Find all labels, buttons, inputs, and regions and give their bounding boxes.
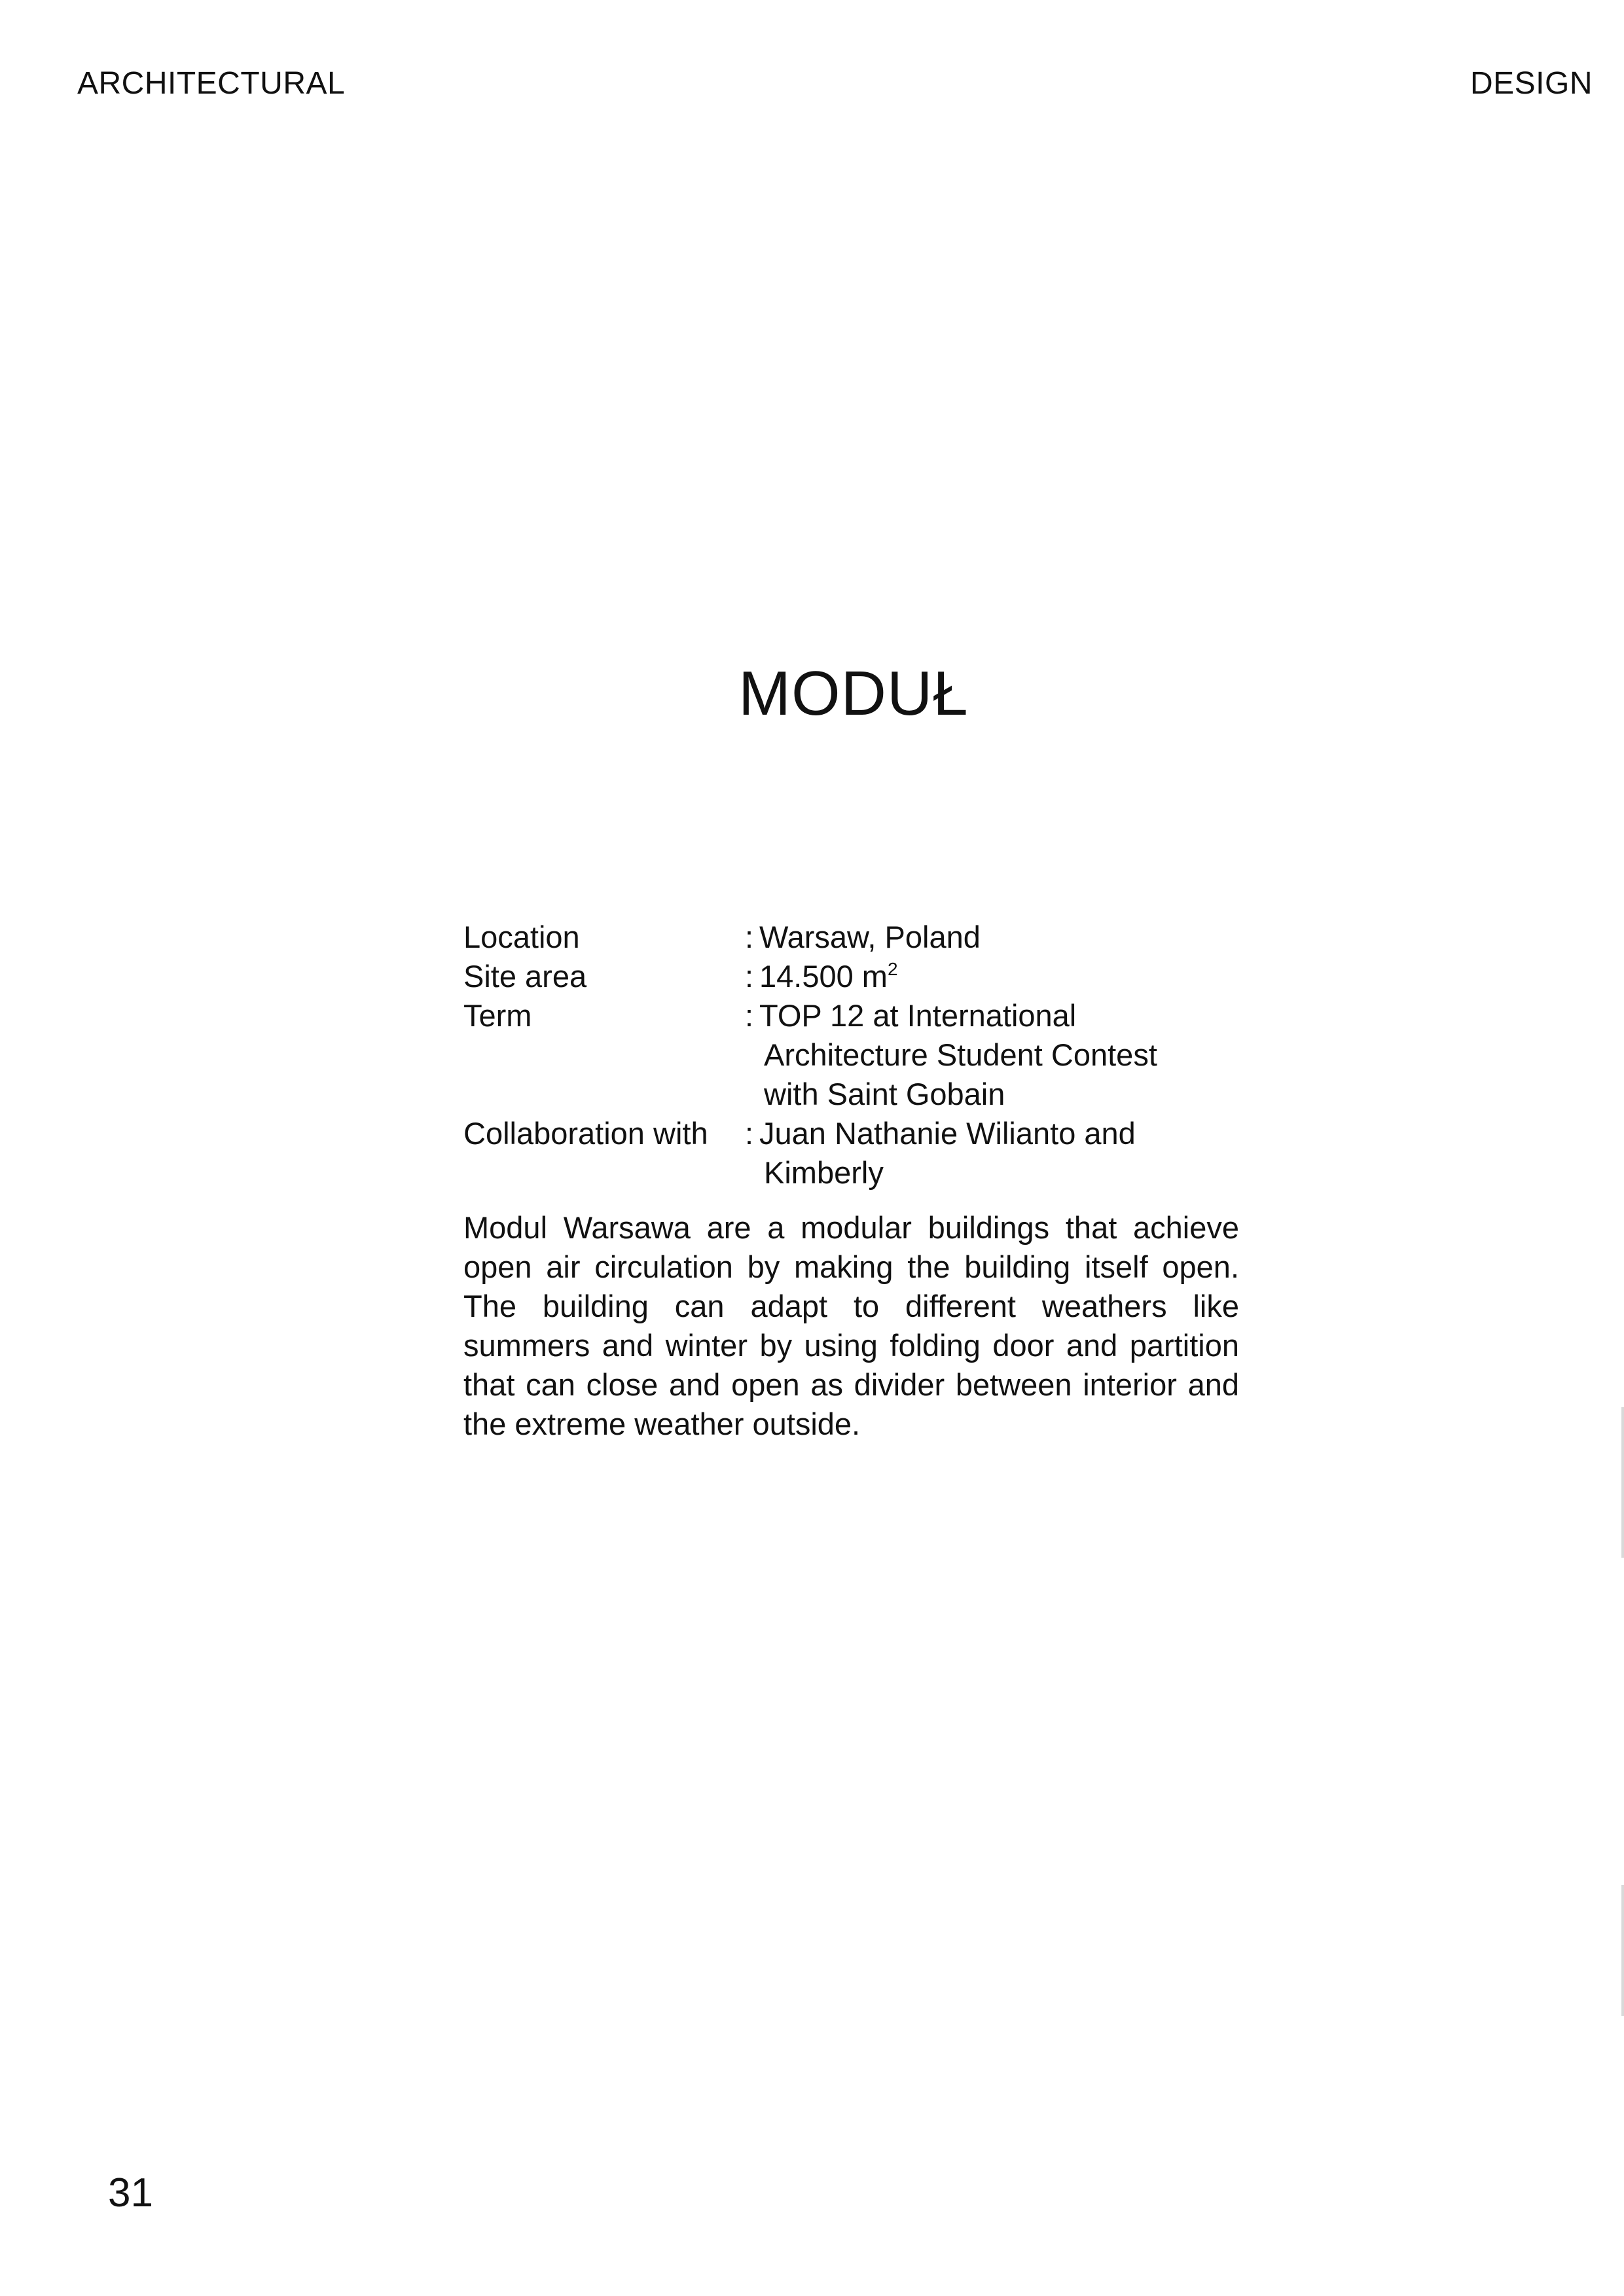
site-area-value-wrap (759, 957, 1239, 996)
colon: : (745, 998, 754, 1033)
site-area-exponent: 2 (887, 959, 898, 979)
colon: : (745, 1116, 754, 1151)
project-info-table (463, 918, 1239, 1193)
collaboration-value (759, 1114, 1239, 1193)
term-line: with Saint Gobain (764, 1077, 1005, 1111)
site-area-label: Site area (463, 959, 587, 994)
term-value (759, 996, 1239, 1114)
term-line: Architecture Student Contest (764, 1037, 1157, 1072)
term-label: Term (463, 998, 532, 1033)
header-right-label: DESIGN (1470, 66, 1593, 101)
info-row-location (463, 918, 1239, 957)
term-line: TOP 12 at International (759, 998, 1077, 1033)
location-value: Warsaw, Poland (759, 920, 981, 954)
collaboration-line: Juan Nathanie Wilianto and (759, 1116, 1136, 1151)
colon: : (745, 959, 754, 994)
colon: : (745, 920, 754, 954)
info-row-term (463, 996, 1239, 1114)
page-number: 31 (108, 2170, 153, 2215)
info-row-collaboration (463, 1114, 1239, 1193)
info-row-site-area (463, 957, 1239, 996)
project-title: MODUŁ (738, 658, 969, 728)
page-edge-mark (1621, 1885, 1624, 2016)
header-left-label: ARCHITECTURAL (77, 66, 346, 101)
project-description: Modul Warsawa are a modular buildings that achieve open air circulation by making the building itself open. The building can adapt to different weathers like summers and winter by using folding door and partition that can close and open as divider between interior and the extreme weather outside. (463, 1210, 1239, 1441)
collaboration-line: Kimberly (764, 1155, 884, 1190)
location-label: Location (463, 920, 580, 954)
page-edge-mark (1621, 1407, 1624, 1558)
site-area-value: 14.500 m (759, 959, 888, 994)
collaboration-label: Collaboration with (463, 1116, 708, 1151)
